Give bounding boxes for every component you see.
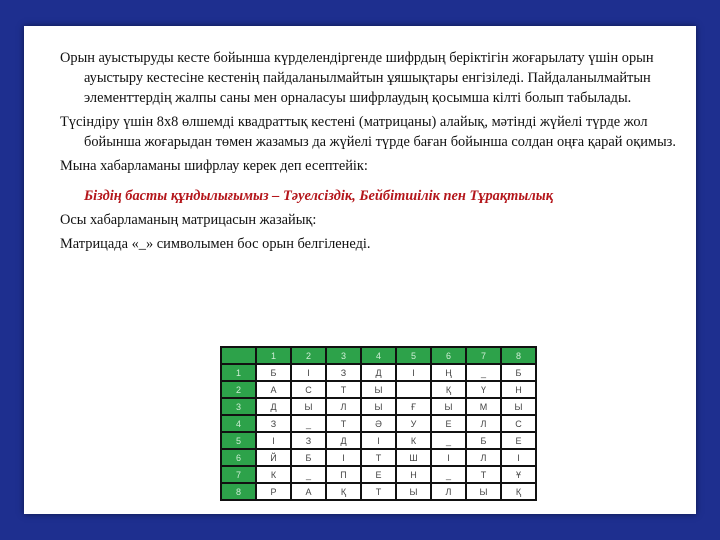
matrix-cell: Н xyxy=(397,467,430,482)
matrix-col-header: 1 xyxy=(257,348,290,363)
matrix-cell: Л xyxy=(467,416,500,431)
matrix-cell: Ұ xyxy=(502,467,535,482)
matrix-cell: Ә xyxy=(362,416,395,431)
matrix-cell: З xyxy=(257,416,290,431)
matrix-col-header: 5 xyxy=(397,348,430,363)
matrix-cell: Ғ xyxy=(397,399,430,414)
matrix-cell: А xyxy=(257,382,290,397)
matrix-col-header: 4 xyxy=(362,348,395,363)
matrix-cell: Л xyxy=(467,450,500,465)
matrix-row-header: 2 xyxy=(222,382,255,397)
matrix-cell: К xyxy=(397,433,430,448)
matrix-cell: І xyxy=(327,450,360,465)
matrix-corner-cell xyxy=(222,348,255,363)
matrix-cell: К xyxy=(257,467,290,482)
matrix-cell: І xyxy=(397,365,430,380)
matrix-row xyxy=(222,467,535,482)
matrix-cell: Т xyxy=(327,382,360,397)
matrix-cell: Қ xyxy=(502,484,535,499)
matrix-cell: Ш xyxy=(397,450,430,465)
paragraph-intro: Орын ауыстыруды кесте бойынша күрделендіргенде шифрдың беріктігін жоғарылату үшін орын ауыстыру кестесіне кестенің пайдаланылмайтын ұяшықтары енгізіледі. Пайдаланылмайтын элементтердің жалпы саны мен орналасуы шифрлаудың қосымша кілті болып табылады. xyxy=(60,50,654,106)
paragraph-task: Мына хабарламаны шифрлау керек деп есептейік: xyxy=(60,158,368,174)
matrix-col-header: 2 xyxy=(292,348,325,363)
matrix-cell: Ы xyxy=(467,484,500,499)
matrix-cell: Д xyxy=(257,399,290,414)
matrix-cell: Қ xyxy=(327,484,360,499)
matrix-cell: Р xyxy=(257,484,290,499)
matrix-cell: Е xyxy=(502,433,535,448)
matrix-row xyxy=(222,365,535,380)
matrix-cell: Б xyxy=(502,365,535,380)
matrix-cell: Қ xyxy=(432,382,465,397)
matrix-cell: _ xyxy=(292,467,325,482)
matrix-cell: У xyxy=(397,416,430,431)
matrix-cell: Т xyxy=(467,467,500,482)
cipher-matrix xyxy=(220,346,537,501)
matrix-row-header: 8 xyxy=(222,484,255,499)
matrix-row xyxy=(222,416,535,431)
matrix-cell: П xyxy=(327,467,360,482)
matrix-cell: Е xyxy=(432,416,465,431)
matrix-cell: Б xyxy=(467,433,500,448)
matrix-cell: І xyxy=(502,450,535,465)
matrix-cell: С xyxy=(502,416,535,431)
matrix-cell: З xyxy=(327,365,360,380)
matrix-col-header: 6 xyxy=(432,348,465,363)
matrix-cell: М xyxy=(467,399,500,414)
matrix-cell: Ы xyxy=(362,382,395,397)
matrix-cell: І xyxy=(257,433,290,448)
matrix-row xyxy=(222,382,535,397)
slide-text xyxy=(60,48,680,258)
matrix-cell: І xyxy=(362,433,395,448)
matrix-header-row xyxy=(222,348,535,363)
matrix-cell: Ы xyxy=(397,484,430,499)
matrix-cell: _ xyxy=(432,467,465,482)
matrix-col-header: 3 xyxy=(327,348,360,363)
matrix-cell xyxy=(397,382,430,397)
matrix-cell: Б xyxy=(292,450,325,465)
matrix-row-header: 6 xyxy=(222,450,255,465)
matrix-cell: Т xyxy=(327,416,360,431)
matrix-cell: Н xyxy=(502,382,535,397)
matrix-row-header: 3 xyxy=(222,399,255,414)
matrix-row-header: 5 xyxy=(222,433,255,448)
matrix-cell: С xyxy=(292,382,325,397)
matrix-col-header: 8 xyxy=(502,348,535,363)
matrix-cell: Т xyxy=(362,484,395,499)
matrix-table-wrap xyxy=(220,346,537,501)
matrix-cell: Ң xyxy=(432,365,465,380)
matrix-row xyxy=(222,450,535,465)
matrix-cell: Ы xyxy=(432,399,465,414)
matrix-cell: Ү xyxy=(467,382,500,397)
paragraph-explanation: Түсіндіру үшін 8х8 өлшемді квадраттық кестені (матрицаны) алайық, мәтінді жүйелі түрде жол бойынша жоғарыдан төмен жазамыз да жүйелі түрде баған бойынша солдан оңға қарай оқимыз. xyxy=(60,114,676,150)
matrix-col-header: 7 xyxy=(467,348,500,363)
matrix-cell: І xyxy=(292,365,325,380)
matrix-cell: А xyxy=(292,484,325,499)
matrix-cell: Ы xyxy=(502,399,535,414)
paragraph-matrix-note: Матрицада «_» символымен бос орын белгіленеді. xyxy=(60,236,371,252)
matrix-row-header: 4 xyxy=(222,416,255,431)
matrix-cell: Л xyxy=(432,484,465,499)
message-quote: Біздің басты құндылығымыз – Тәуелсіздік, Бейбітшілік пен Тұрақтылық xyxy=(84,188,554,204)
matrix-cell: Б xyxy=(257,365,290,380)
matrix-cell: _ xyxy=(467,365,500,380)
matrix-row xyxy=(222,484,535,499)
matrix-cell: Й xyxy=(257,450,290,465)
paragraph-matrix-intro: Осы хабарламаның матрицасын жазайық: xyxy=(60,212,317,228)
matrix-cell: Л xyxy=(327,399,360,414)
matrix-cell: Ы xyxy=(362,399,395,414)
matrix-cell: З xyxy=(292,433,325,448)
matrix-cell: І xyxy=(432,450,465,465)
matrix-cell: Е xyxy=(362,467,395,482)
matrix-cell: _ xyxy=(292,416,325,431)
matrix-cell: Д xyxy=(327,433,360,448)
matrix-cell: _ xyxy=(432,433,465,448)
matrix-cell: Д xyxy=(362,365,395,380)
matrix-row-header: 7 xyxy=(222,467,255,482)
matrix-cell: Ы xyxy=(292,399,325,414)
matrix-row xyxy=(222,433,535,448)
matrix-row-header: 1 xyxy=(222,365,255,380)
matrix-row xyxy=(222,399,535,414)
matrix-cell: Т xyxy=(362,450,395,465)
slide xyxy=(24,26,696,514)
